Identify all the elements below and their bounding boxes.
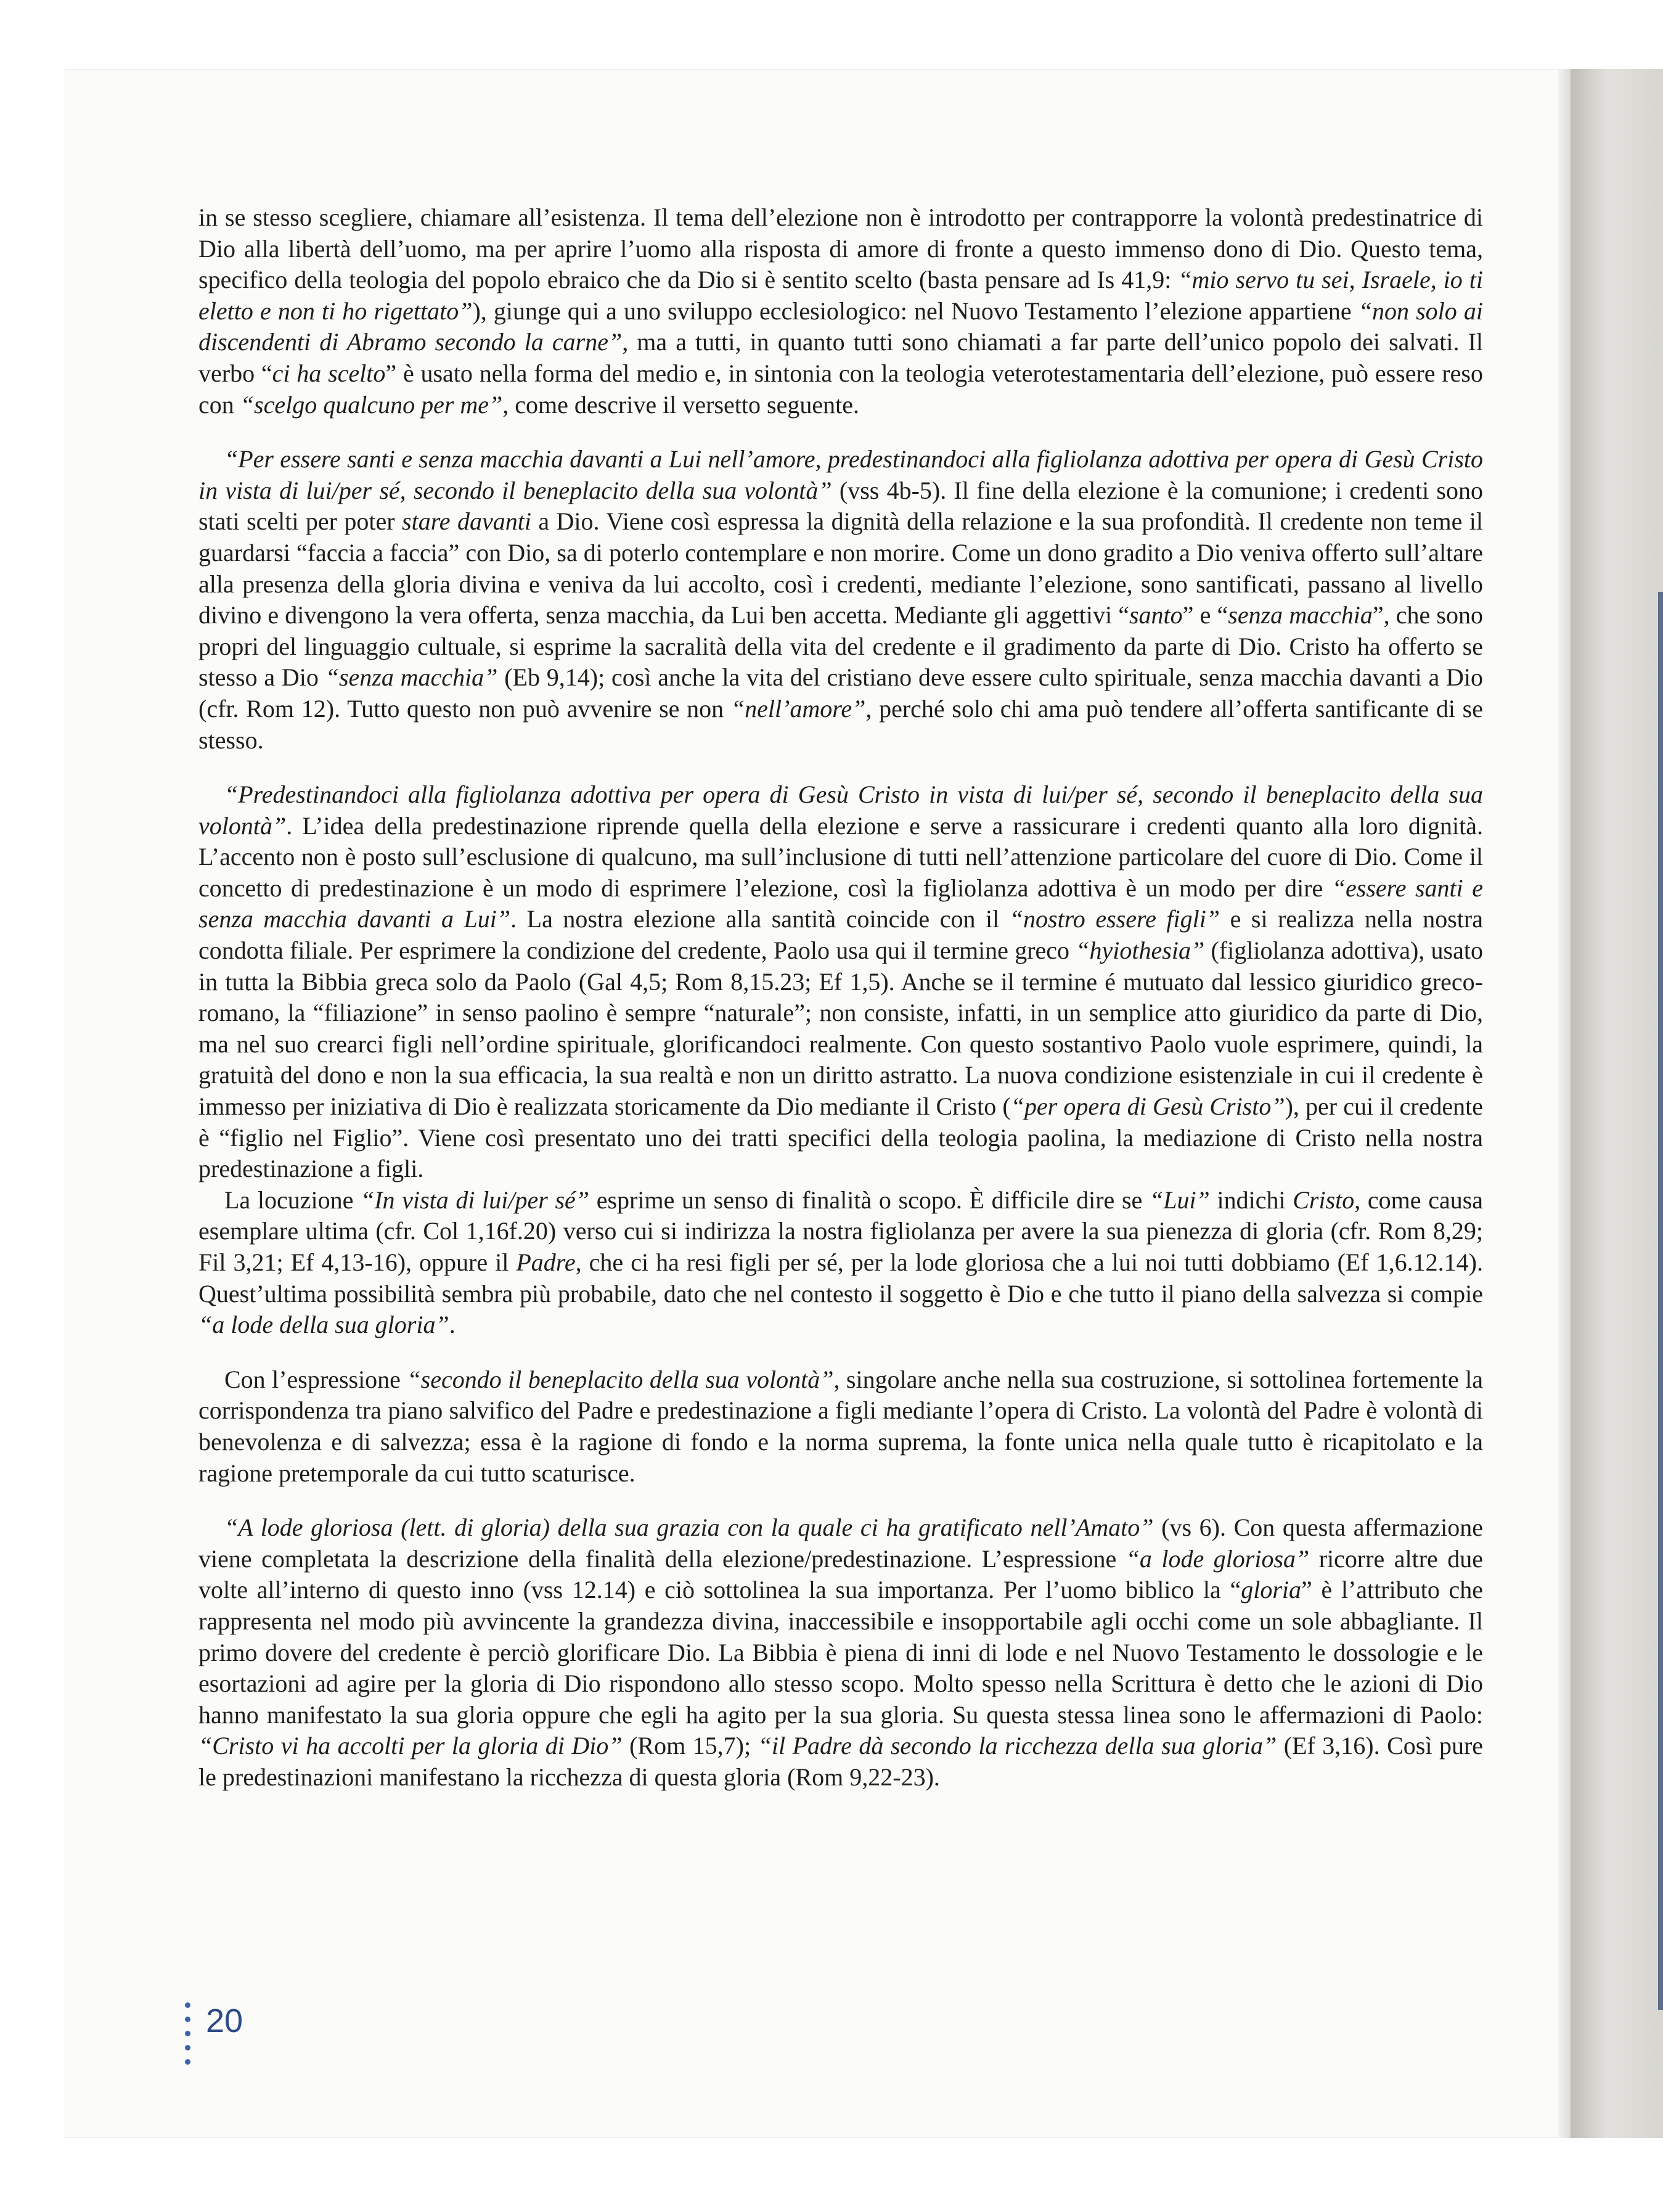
italic-quote: Padre [516,1248,576,1276]
italic-quote: senza macchia [1228,601,1373,629]
text-run: , che ci ha resi figli per sé, per la lode gloriosa che a lui noi tutti dobbiamo (Ef 1,6.12.14). Quest’ultima possibilità sembra più probabile, dato che nel contesto il soggetto è Dio e che tutto il piano della salvezza si compie [198,1248,1483,1308]
italic-quote: “Lui” [1149,1186,1210,1214]
italic-quote: “senza macchia” [325,663,498,692]
dot-icon [185,2059,190,2065]
text-run: , ma a tutti, in quanto tutti sono chiamati a far parte dell’unico popolo dei salvati. Il verbo “ [198,328,1484,387]
paragraph-6 [198,1512,1483,1793]
text-run: (Rom 15,7); [622,1732,758,1760]
italic-quote: gloria [1241,1576,1302,1604]
text-run: La locuzione [224,1186,361,1214]
paragraph-1 [198,202,1483,420]
text-run: ), giunge qui a uno sviluppo ecclesiologico: nel Nuovo Testamento l’elezione appartiene [472,297,1359,325]
text-run: indichi [1209,1186,1293,1214]
italic-quote: “Cristo vi ha accolti per la gloria di Dio” [198,1732,623,1760]
text-run: (vss 4b-5). Il fine della elezione è la comunione; i credenti sono stati scelti per poter [198,476,1483,536]
page-edge-shadow [1558,69,1571,2138]
text-run: (figliolanza adottiva), usato in tutta la Bibbia greca solo da Paolo (Gal 4,5; Rom 8,15.23; Ef 1,5). Anche se il termine é mutuato dal lessico giuridico greco-romano, la “filiazione” in senso paolino è sempre “naturale”; non consiste, infatti, in un semplice atto giuridico da parte di Dio, ma nel suo crearci figli nell’ordine spirituale, glorificandoci realmente. Con questo sostantivo Paolo vuole esprimere, quindi, la gratuità del dono e non la sua efficacia, la sua realtà e non un diritto astratto. La nuova condizione esistenziale in cui il credente è immesso per iniziativa di Dio è realizzata storicamente da Dio mediante il Cristo ( [198,936,1483,1121]
dot-icon [185,2017,190,2022]
text-run: (vs 6). Con questa affermazione viene completata la descrizione della finalità della elezione/predestinazione. L’espressione [198,1514,1483,1573]
text-run: , perché solo chi ama può tendere all’offerta santificante di se stesso. [198,694,1483,754]
italic-quote: ci ha scelto [272,359,386,387]
facing-page-edge [1658,592,1663,2010]
paragraph-3 [198,779,1483,1185]
paragraph-2 [198,444,1483,756]
italic-quote: “per opera di Gesù Cristo” [1010,1092,1285,1121]
dot-icon [185,2002,190,2008]
italic-quote: “scelgo qualcuno per me” [240,390,503,419]
decorative-dots [185,2002,192,2073]
italic-quote: “mio servo tu sei, Israele, io ti eletto e non ti ho rigettato” [198,266,1483,325]
dot-icon [185,2031,190,2036]
italic-quote: Cristo [1293,1186,1355,1214]
italic-quote: “Per essere santi e senza macchia davanti a Lui nell’amore, predestinandoci alla figliolanza adottiva per opera di Gesù Cristo in vista di lui/per sé, secondo il beneplacito della sua volontà” [198,445,1483,504]
italic-quote: “a lode gloriosa” [1126,1544,1310,1573]
italic-quote: “hyiothesia” [1076,936,1205,965]
italic-quote: “A lode gloriosa (lett. di gloria) della sua grazia con la quale ci ha gratificato nell’Amato” [224,1514,1154,1542]
paragraph-4 [198,1185,1483,1341]
text-run: ” è usato nella forma del medio e, in sintonia con la teologia veterotestamentaria dell’elezione, può essere reso con [198,359,1484,419]
text-run: ricorre altre due volte all’interno di questo inno (vss 12.14) e ciò sottolinea la sua importanza. Per l’uomo biblico la “ [198,1544,1484,1604]
text-run: , singolare anche nella sua costruzione, si sottolinea fortemente la corrispondenza tra piano salvifico del Padre e predestinazione a figli mediante l’opera di Cristo. La volontà del Padre è volontà di benevolenza e di salvezza; essa è la ragione di fondo e la norma suprema, la fonte unica nella quale tutto è ricapitolato e la ragione pretemporale da cui tutto scaturisce. [198,1365,1483,1487]
italic-quote: “Predestinandoci alla figliolanza adottiva per opera di Gesù Cristo in vista di lui/per sé, secondo il beneplacito della sua volontà” [198,780,1483,840]
italic-quote: stare davanti [402,507,531,536]
italic-quote: “a lode della sua gloria” [198,1311,449,1339]
italic-quote: “nell’amore” [730,694,866,723]
text-run: (Eb 9,14); così anche la vita del cristiano deve essere culto spirituale, senza macchia davanti a Dio (cfr. Rom 12). Tutto questo non può avvenire se non [198,663,1484,723]
text-run: . La nostra elezione alla santità coincide con il [510,905,1010,933]
text-run: esprime un senso di finalità o scopo. È difficile dire se [589,1186,1150,1214]
text-run: Con l’espressione [224,1365,407,1393]
italic-quote: “non solo ai discendenti di Abramo secondo la carne” [198,297,1483,356]
text-run: . [449,1311,456,1339]
text-run: e si realizza nella nostra condotta filiale. Per esprimere la condizione del credente, Paolo usa qui il termine greco [198,905,1483,965]
text-run: , come descrive il versetto seguente. [502,390,859,419]
text-run: a Dio. Viene così espressa la dignità della relazione e la sua profondità. Il credente non teme il guardarsi “faccia a faccia” con Dio, sa di poterlo contemplare e non morire. Come un dono gradito a Dio veniva offerto sull’altare alla presenza della gloria divina e veniva da lui accolto, così i credenti, mediante l’elezione, sono santificati, passano al livello divino e divengono la vera offerta, senza macchia, da Lui ben accetta. Mediante gli aggettivi “ [198,507,1483,629]
text-run: ”, che sono propri del linguaggio cultuale, si esprime la sacralità della vita del credente e il gradimento da parte di Dio. Cristo ha offerto se stesso a Dio [198,601,1483,692]
italic-quote: “il Padre dà secondo la ricchezza della sua gloria” [758,1732,1277,1760]
text-run: in se stesso scegliere, chiamare all’esistenza. Il tema dell’elezione non è introdotto per contrapporre la volontà predestinatrice di Dio alla libertà dell’uomo, ma per aprire l’uomo alla risposta di amore di fronte a questo immenso dono di Dio. Questo tema, specifico della teologia del popolo ebraico che da Dio si è sentito scelto (basta pensare ad Is 41,9: [198,203,1483,294]
italic-quote: santo [1129,601,1183,629]
page-number: 20 [206,2002,243,2039]
text-run: , come causa esemplare ultima (cfr. Col 1,16f.20) verso cui si indirizza la nostra figliolanza per avere la sua pienezza di gloria (cfr. Rom 8,29; Fil 3,21; Ef 4,13-16), oppure il [198,1186,1484,1276]
body-text [198,202,1483,1793]
page-footer [185,2002,308,2076]
text-run: . L’idea della predestinazione riprende quella della elezione e serve a rassicurare i credenti quanto alla loro dignità. L’accento non è posto sull’esclusione di qualcuno, ma sull’inclusione di tutti nell’attenzione particolare del cuore di Dio. Come il concetto di predestinazione è un modo di esprimere l’elezione, così la figliolanza adottiva è un modo per dire [198,811,1483,902]
italic-quote: “secondo il beneplacito della sua volontà” [407,1365,834,1393]
text-run: ” e “ [1182,601,1228,629]
text-run: (Ef 3,16). Così pure le predestinazioni manifestano la ricchezza di questa gloria (Rom 9,22-23). [198,1732,1484,1791]
italic-quote: “essere santi e senza macchia davanti a Lui” [198,874,1483,933]
text-run: ), per cui il credente è “figlio nel Figlio”. Viene così presentato uno dei tratti specifici della teologia paolina, la mediazione di Cristo nella nostra predestinazione a figli. [198,1092,1483,1183]
italic-quote: “In vista di lui/per sé” [360,1186,590,1214]
book-spine [1571,69,1663,2138]
italic-quote: “nostro essere figli” [1009,905,1220,933]
text-run: ” è l’attributo che rappresenta nel modo più avvincente la grandezza divina, inaccessibile e insopportabile agli occhi come un sole abbagliante. Il primo dovere del credente è perciò glorificare Dio. La Bibbia è piena di inni di lode e nel Nuovo Testamento le dossologie e le esortazioni ad agire per la gloria di Dio rispondono allo stesso scopo. Molto spesso nella Scrittura è detto che le azioni di Dio hanno manifestato la sua gloria oppure che egli ha agito per la sua gloria. Su questa stessa linea sono le affermazioni di Paolo: [198,1576,1483,1729]
dot-icon [185,2045,190,2050]
paragraph-5 [198,1364,1483,1489]
